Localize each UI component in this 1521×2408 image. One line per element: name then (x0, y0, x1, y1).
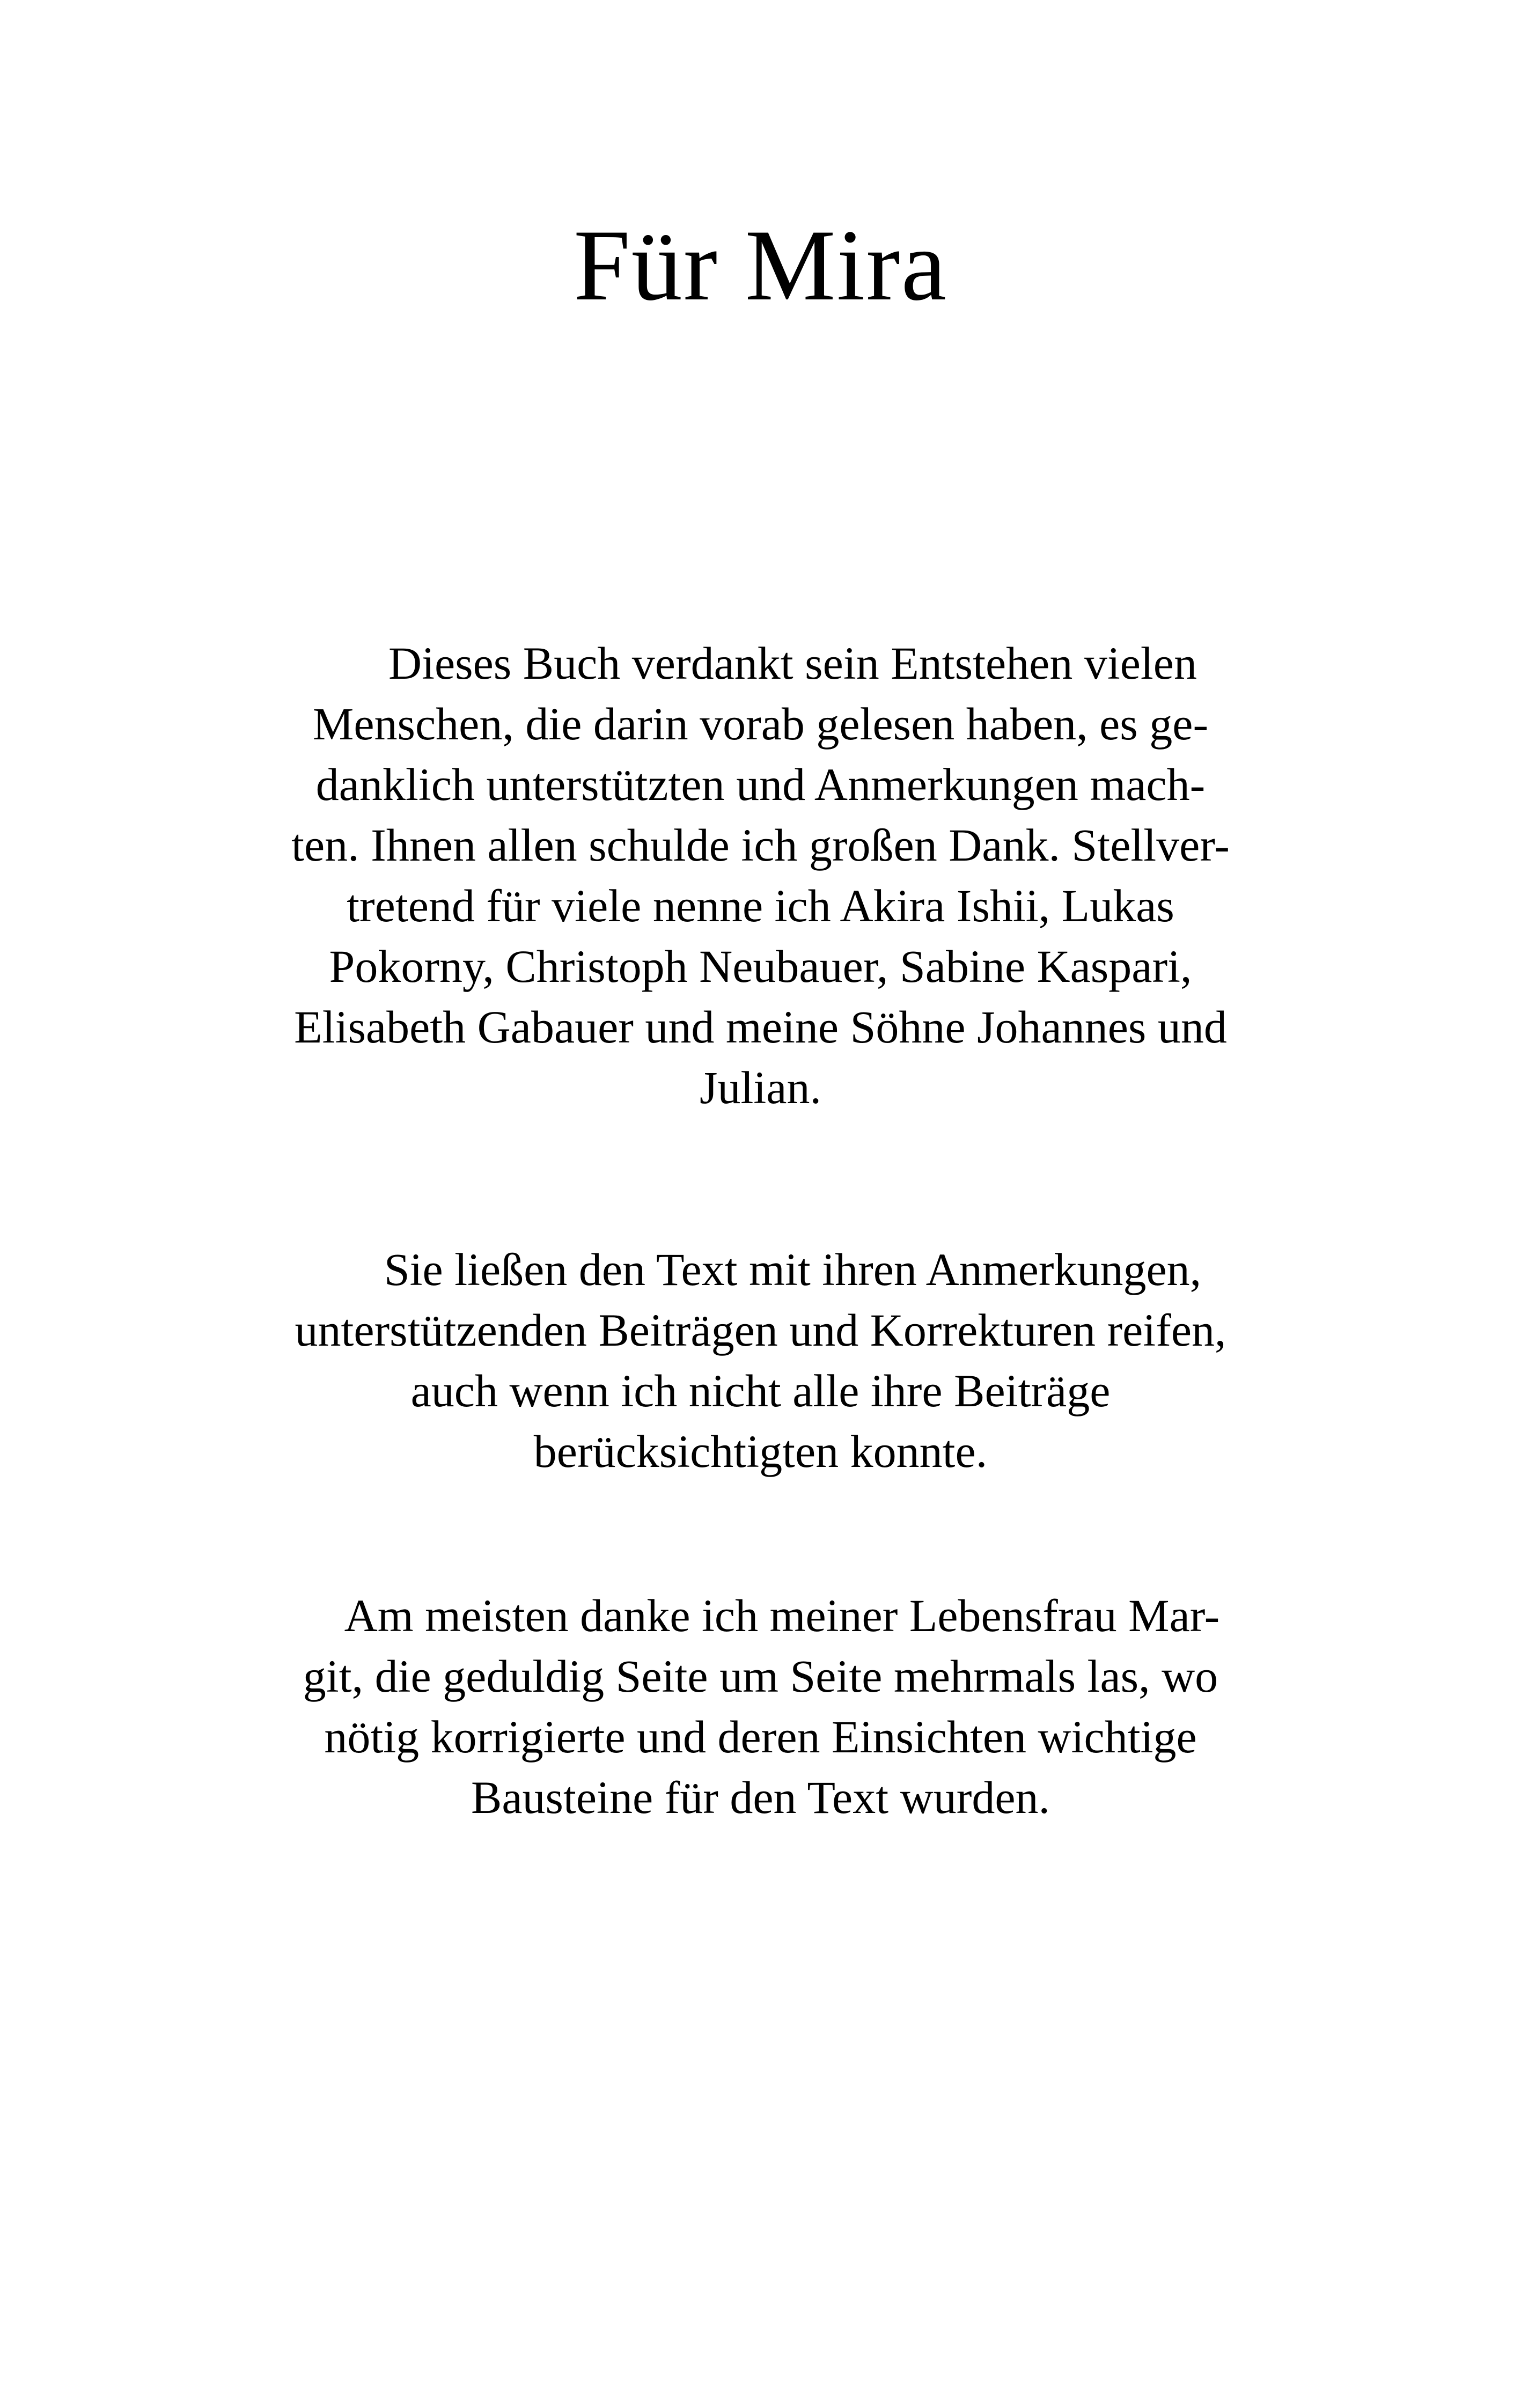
text-line: Dieses Buch verdankt sein Entstehen vielen (388, 637, 1197, 689)
text-line: Elisabeth Gabauer und meine Söhne Johannes und (294, 1001, 1227, 1053)
text-line: Sie ließen den Text mit ihren Anmerkungen, (384, 1244, 1202, 1295)
text-line: auch wenn ich nicht alle ihre Beiträge (410, 1365, 1111, 1416)
text-line: tretend für viele nenne ich Akira Ishii, Lukas (347, 880, 1174, 931)
dedication-title: Für Mira (574, 209, 947, 322)
text-line: nötig korrigierte und deren Einsichten wichtige (324, 1711, 1197, 1763)
acknowledgement-paragraph-2 (161, 1239, 1360, 1482)
acknowledgement-paragraph-3 (161, 1585, 1360, 1828)
text-line: berücksichtigten konnte. (533, 1426, 988, 1477)
text-line: Julian. (700, 1062, 821, 1113)
acknowledgement-paragraph-1 (161, 633, 1360, 1118)
text-line: git, die geduldig Seite um Seite mehrmals las, wo (303, 1650, 1218, 1702)
text-line: Menschen, die darin vorab gelesen haben, es ge- (312, 698, 1209, 750)
text-line: ten. Ihnen allen schulde ich großen Dank. Stellver- (291, 819, 1230, 871)
text-line: danklich unterstützten und Anmerkungen mach- (315, 759, 1206, 810)
text-line: Bausteine für den Text wurden. (471, 1772, 1050, 1823)
text-line: Pokorny, Christoph Neubauer, Sabine Kaspari, (329, 941, 1192, 992)
text-line: unterstützenden Beiträgen und Korrekturen reifen, (295, 1304, 1226, 1356)
text-line: Am meisten danke ich meiner Lebensfrau Mar- (344, 1590, 1220, 1641)
